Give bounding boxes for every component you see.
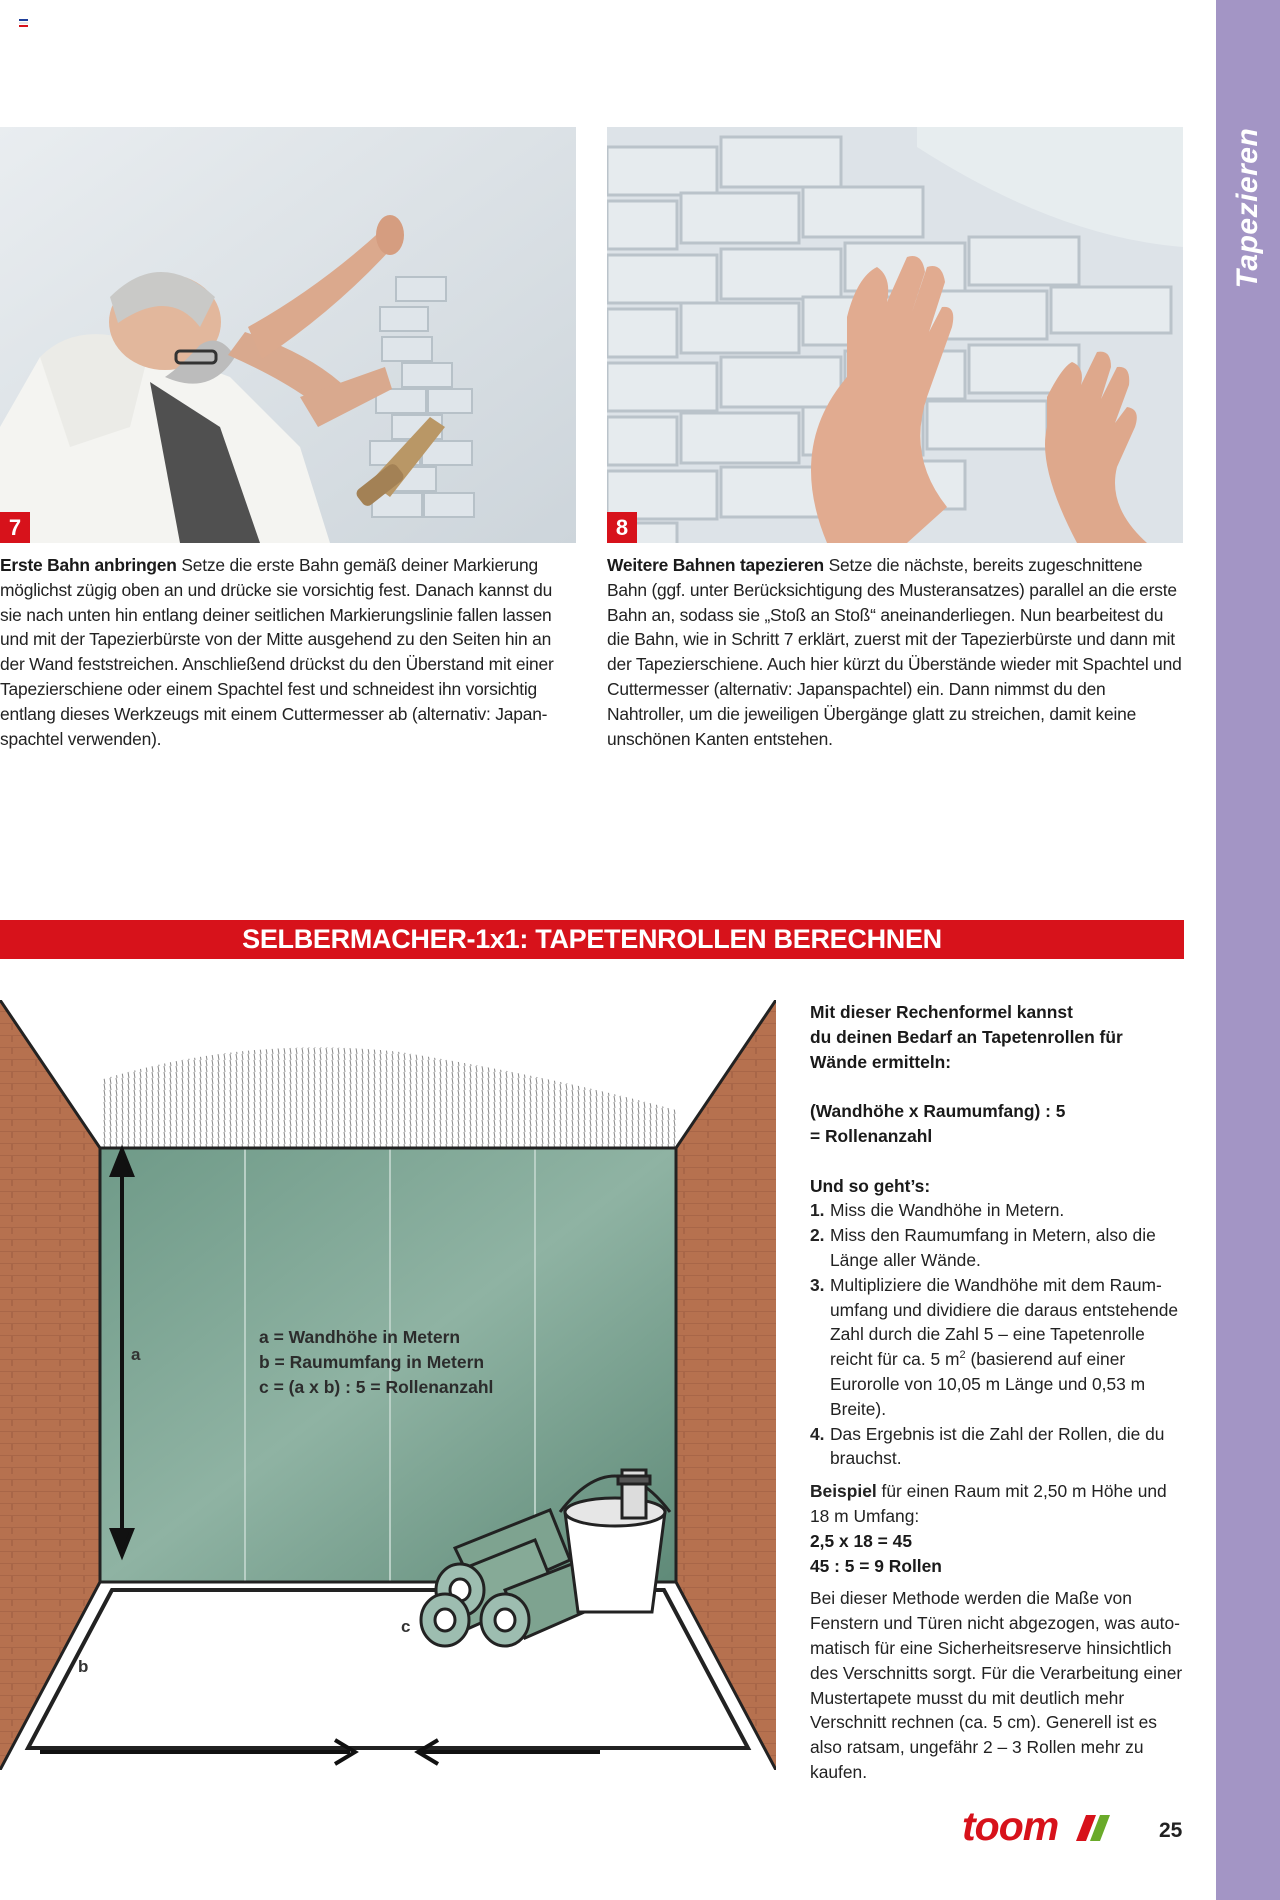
- list-text: Miss den Raumumfang in Metern, also die Länge aller Wände.: [830, 1225, 1156, 1270]
- language-flag-icon: [19, 19, 28, 26]
- list-text: (basierend auf einer Eurorolle von 10,05 m Länge und 0,53 m Breite).: [830, 1349, 1146, 1419]
- calc-formula-line: = Rollenanzahl: [810, 1125, 933, 1146]
- legend-line: a = Wandhöhe in Metern: [259, 1327, 461, 1347]
- calc-intro: [810, 1000, 1190, 1074]
- superscript: 2: [959, 1349, 966, 1362]
- example-label: Beispiel: [810, 1481, 877, 1502]
- page-number: 25: [1159, 1819, 1183, 1842]
- section-banner-title: SELBERMACHER-1x1: TAPETENROLLEN BERECHNEN: [242, 924, 942, 954]
- list-number: 3.: [810, 1274, 825, 1295]
- calc-formula-line: (Wandhöhe x Raumumfang) : 5: [810, 1101, 1066, 1122]
- rolls-label: c: [401, 1617, 411, 1636]
- step-8-title: Weitere Bahnen tapezieren: [607, 555, 824, 575]
- step-8-body: Setze die nächste, bereits zugeschnittene Bahn (ggf. unter Berücksichtigung des Musteransatzes) parallel an die erste Bahn an, sodass sie „Stoß an Stoß“ aneinanderliegen. Nun bearbeitest du die Bahn, wie in Schritt 7 erklärt, zuerst mit der Tapezierbürste und dann mit der Tapezierschiene. Auch hier kürzt du Überstände wieder mit Spachtel und Cuttermesser (alternativ: Japanspachtel) ein. Dann nimmst du den Nahtroller, um die jeweiligen Übergänge glatt zu streichen, damit keine unschönen Kanten entstehen.: [607, 555, 1182, 749]
- list-number: 1.: [810, 1200, 825, 1221]
- calc-formula: [810, 1099, 1190, 1149]
- logo-mark-icon: [1072, 1811, 1116, 1841]
- list-text: Das Ergebnis ist die Zahl der Rollen, die du brauchst.: [830, 1423, 1165, 1469]
- list-item: [810, 1273, 1190, 1422]
- list-item: [810, 1422, 1190, 1472]
- list-item: [810, 1223, 1190, 1273]
- legend-line: c = (a x b) : 5 = Rollenanzahl: [259, 1377, 494, 1397]
- perimeter-label: b: [78, 1657, 89, 1676]
- calc-intro-line: du deinen Bedarf an Tapetenrollen für: [810, 1026, 1123, 1047]
- example-text: für einen Raum mit 2,50 m Höhe und 18 m Umfang:: [810, 1481, 1167, 1526]
- step-7-photo: [0, 127, 576, 543]
- step-7-title: Erste Bahn anbringen: [0, 555, 177, 575]
- list-text: Multipliziere die Wandhöhe mit dem Raum-umfang und dividiere die daraus entstehende Zahl durch die Zahl 5 – eine Tapetenrolle reicht für ca. 5 m: [830, 1274, 1179, 1370]
- calc-note: Bei dieser Methode werden die Maße von Fenstern und Türen nicht abgezogen, was auto-matisch für eine Sicherheitsreserve hinsichtlich des Verschnitts sorgt. Für die Verarbeitung einer Mustertapete musst du mit deutlich mehr Verschnitt rechnen (ca. 5 cm). Generell ist es also ratsam, ungefähr 2 – 3 Rollen mehr zu kaufen.: [810, 1588, 1183, 1782]
- height-label: a: [131, 1345, 141, 1364]
- logo-wordmark: toom: [962, 1803, 1059, 1849]
- step-7-text: [0, 553, 576, 751]
- list-text: Miss die Wandhöhe in Metern.: [830, 1200, 1065, 1221]
- example-result: 45 : 5 = 9 Rollen: [810, 1555, 942, 1576]
- step-8-photo: [607, 127, 1183, 543]
- calc-example: [810, 1479, 1190, 1578]
- list-item: [810, 1198, 1190, 1223]
- list-number: 2.: [810, 1225, 825, 1246]
- chapter-side-tab-label: Tapezieren: [1231, 127, 1264, 289]
- step-7-number: 7: [0, 512, 30, 543]
- calc-intro-line: Mit dieser Rechenformel kannst: [810, 1002, 1073, 1022]
- legend-line: b = Raumumfang in Metern: [259, 1352, 485, 1372]
- illustration-legend: [259, 1325, 493, 1400]
- calc-intro-line: Wände ermitteln:: [810, 1051, 952, 1072]
- calc-steps: [810, 1198, 1190, 1471]
- list-number: 4.: [810, 1423, 825, 1444]
- calc-howto-title: Und so geht’s:: [810, 1175, 931, 1196]
- toom-logo: [962, 1803, 1059, 1849]
- step-8-number: 8: [607, 512, 637, 543]
- example-calculation: 2,5 x 18 = 45: [810, 1530, 913, 1551]
- calculation-text: [810, 1000, 1190, 1785]
- step-8-text: [607, 553, 1183, 751]
- step-7-body: Setze die erste Bahn gemäß deiner Markierung möglichst zügig oben an und drücke sie vorsichtig fest. Danach kannst du sie nach unten hin entlang deiner seitlichen Markierungslinie fallen lassen und mit der Tapezierbürste von der Mitte ausgehend zu den Seiten hin an der Wand feststreichen. Anschließend drückst du den Überstand mit einer Tapezierschiene oder einem Spachtel fest und schneidest ihn vorsichtig entlang dieses Werkzeugs mit einem Cuttermesser ab (alternativ: Japan-spachtel verwenden).: [0, 555, 554, 749]
